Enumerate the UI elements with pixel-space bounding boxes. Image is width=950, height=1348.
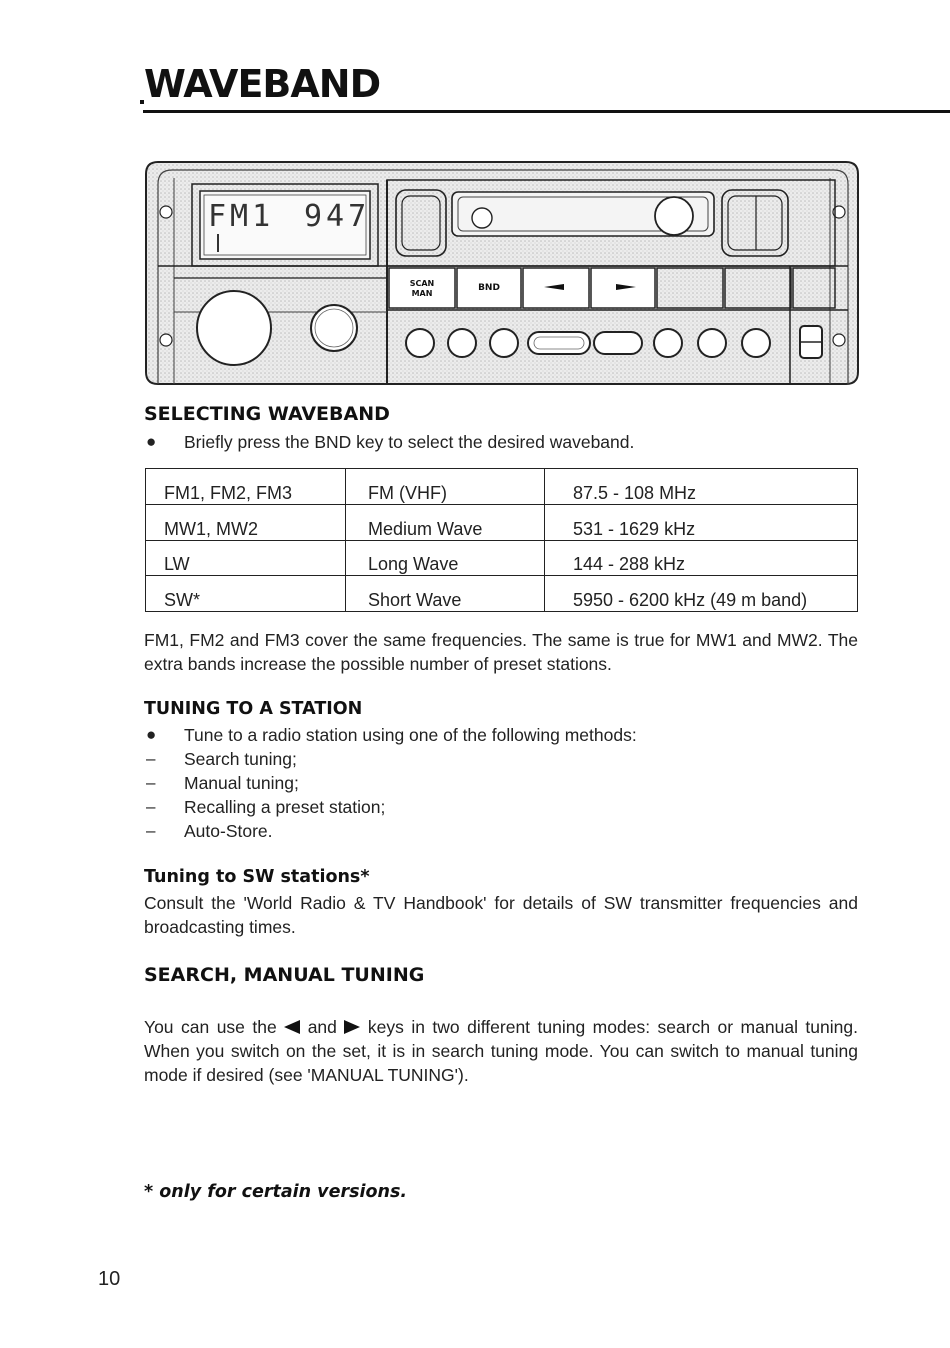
- title-dot: [140, 100, 144, 104]
- display-band-readout: FM1: [208, 199, 275, 234]
- frequency-range-cell: 87.5 - 108 MHz: [545, 469, 858, 505]
- right-screw-bottom-icon: [833, 334, 845, 346]
- wave-name-cell: Long Wave: [346, 540, 545, 576]
- left-arrow-icon: [284, 1020, 300, 1034]
- bnd-key-label: BND: [478, 283, 500, 293]
- list-item: – Recalling a preset station;: [146, 797, 386, 817]
- oval-button-left: [528, 332, 590, 354]
- wave-name-cell: Short Wave: [346, 576, 545, 612]
- page-number: 10: [98, 1268, 121, 1290]
- tuning-heading: TUNING TO A STATION: [144, 699, 363, 719]
- bands-note-paragraph: FM1, FM2 and FM3 cover the same frequencies. The same is true for MW1 and MW2. The extra bands increase the possible number of preset stations.: [144, 630, 858, 674]
- tone-knob: [311, 305, 357, 351]
- left-screw-top-icon: [160, 206, 172, 218]
- wave-name-cell: Medium Wave: [346, 504, 545, 540]
- list-item: ● Briefly press the BND key to select the desired waveband.: [146, 432, 635, 452]
- table-row: [146, 469, 858, 505]
- title-rule: [143, 110, 950, 113]
- footnote: * only for certain versions.: [144, 1182, 408, 1202]
- tuning-method-list: [144, 723, 858, 843]
- frequency-range-cell: 144 - 288 kHz: [545, 540, 858, 576]
- table-row: [146, 576, 858, 612]
- preset-button-6: [742, 329, 770, 357]
- left-screw-bottom-icon: [160, 334, 172, 346]
- list-item: – Search tuning;: [146, 749, 297, 769]
- band-cell: FM1, FM2, FM3: [146, 469, 346, 505]
- table-row: [146, 540, 858, 576]
- frequency-range-cell: 5950 - 6200 kHz (49 m band): [545, 576, 858, 612]
- wave-name-cell: FM (VHF): [346, 469, 545, 505]
- search-manual-paragraph: You can use the and keys in two different tuning modes: search or manual tuning. When you switch on the set, it is in search tuning mode. You can switch to manual tuning mode if desired (see 'MANUAL TUNING').: [144, 1017, 858, 1085]
- radio-front-panel-illustration: [144, 160, 860, 386]
- sw-stations-heading: Tuning to SW stations*: [144, 867, 370, 887]
- band-cell: LW: [146, 540, 346, 576]
- preset-button-2: [448, 329, 476, 357]
- scan-key-label-bottom: MAN: [411, 289, 433, 298]
- preset-button-5: [698, 329, 726, 357]
- preset-button-1: [406, 329, 434, 357]
- list-item: ● Tune to a radio station using one of the following methods:: [146, 725, 637, 745]
- volume-knob: [197, 291, 271, 365]
- oval-button-right: [594, 332, 642, 354]
- list-item: – Manual tuning;: [146, 773, 299, 793]
- search-manual-heading: SEARCH, MANUAL TUNING: [144, 964, 425, 986]
- table-row: [146, 504, 858, 540]
- preset-button-3: [490, 329, 518, 357]
- waveband-table: [145, 468, 858, 612]
- scan-key-label-top: SCAN: [409, 279, 435, 288]
- selecting-bullet-list: [144, 430, 858, 454]
- band-cell: SW*: [146, 576, 346, 612]
- page-title: WAVEBAND: [144, 62, 381, 106]
- display-frequency-readout: 947: [304, 199, 371, 234]
- frequency-range-cell: 531 - 1629 kHz: [545, 504, 858, 540]
- selecting-waveband-heading: SELECTING WAVEBAND: [144, 403, 390, 425]
- right-arrow-icon: [344, 1020, 360, 1034]
- band-cell: MW1, MW2: [146, 504, 346, 540]
- list-item: – Auto-Store.: [146, 821, 273, 841]
- sw-stations-paragraph: Consult the 'World Radio & TV Handbook' for details of SW transmitter frequencies and broadcasting times.: [144, 893, 858, 937]
- preset-button-4: [654, 329, 682, 357]
